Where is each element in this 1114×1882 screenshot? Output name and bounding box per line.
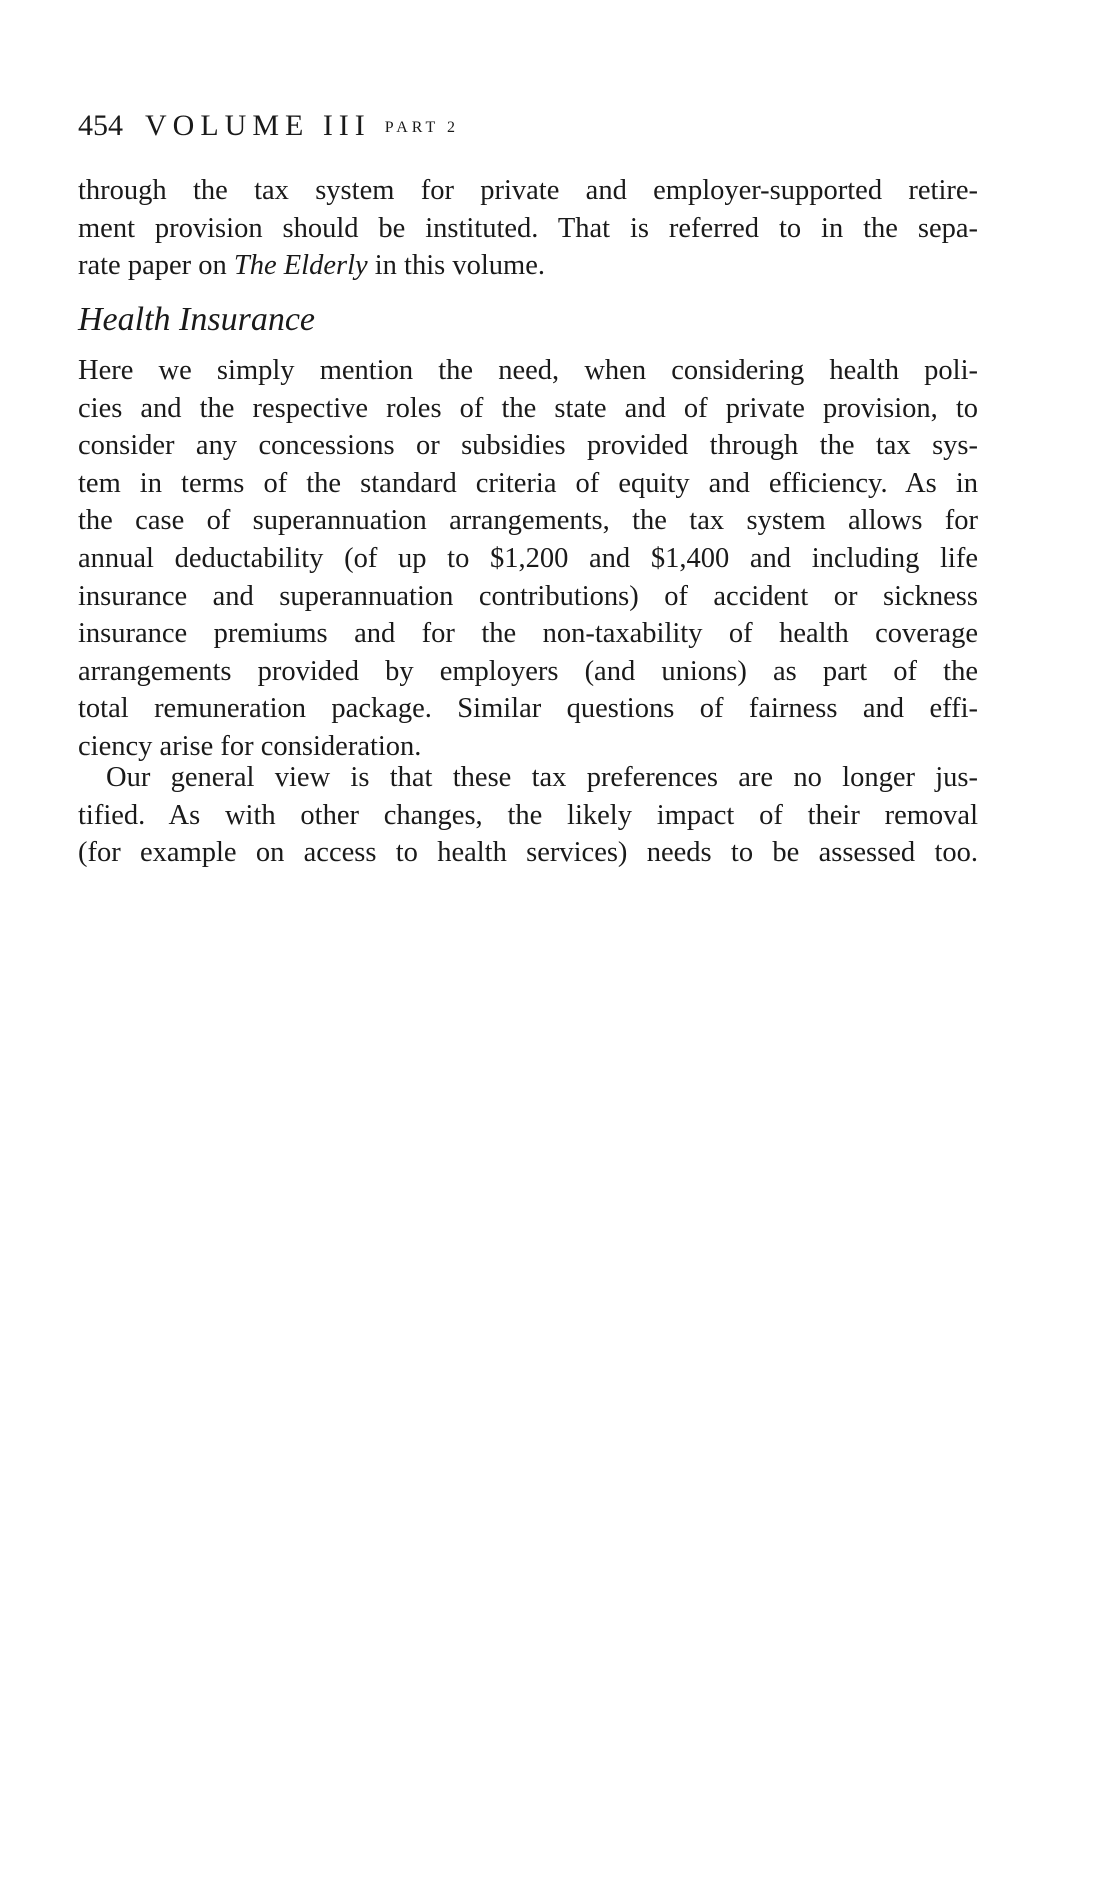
general-view-paragraph (78, 759, 978, 872)
running-head (78, 108, 459, 146)
intro-paragraph (78, 172, 978, 285)
text-fragment: rate paper on (78, 250, 234, 282)
text-line: total remuneration package. Similar questions of fairness and effi- (78, 693, 978, 725)
text-line: (for example on access to health services) needs to be assessed too. (78, 837, 978, 869)
text-line: tified. As with other changes, the likely impact of their removal (78, 799, 978, 831)
section-heading: Health Insurance (78, 301, 316, 338)
text-line: consider any concessions or subsidies provided through the tax sys- (78, 430, 978, 462)
text-line: through the tax system for private and employer-supported retire- (78, 175, 978, 206)
cited-title: The Elderly (233, 250, 368, 282)
volume-label: VOLUME III (145, 109, 371, 142)
text-line: tem in terms of the standard criteria of equity and efficiency. As in (78, 467, 978, 499)
part-label: PART 2 (384, 119, 459, 136)
text-line: arrangements provided by employers (and unions) as part of the (78, 655, 978, 687)
text-line (78, 247, 978, 285)
text-line: Here we simply mention the need, when considering health poli- (78, 355, 978, 386)
text-line: ment provision should be instituted. That is referred to in the sepa- (78, 212, 978, 244)
text-line: insurance premiums and for the non-taxability of health coverage (78, 618, 978, 650)
text-line: annual deductability (of up to $1,200 and $1,400 and including life (78, 542, 978, 574)
health-insurance-paragraph (78, 352, 978, 766)
text-line: the case of superannuation arrangements, the tax system allows for (78, 505, 978, 537)
text-line: Our general view is that these tax preferences are no longer jus- (106, 762, 978, 793)
text-line: insurance and superannuation contributions) of accident or sickness (78, 580, 978, 612)
text-fragment: in this volume. (367, 250, 545, 282)
text-line: cies and the respective roles of the state and of private provision, to (78, 392, 978, 424)
text-line: ciency arise for consideration. (78, 730, 422, 762)
page-number: 454 (78, 109, 123, 142)
